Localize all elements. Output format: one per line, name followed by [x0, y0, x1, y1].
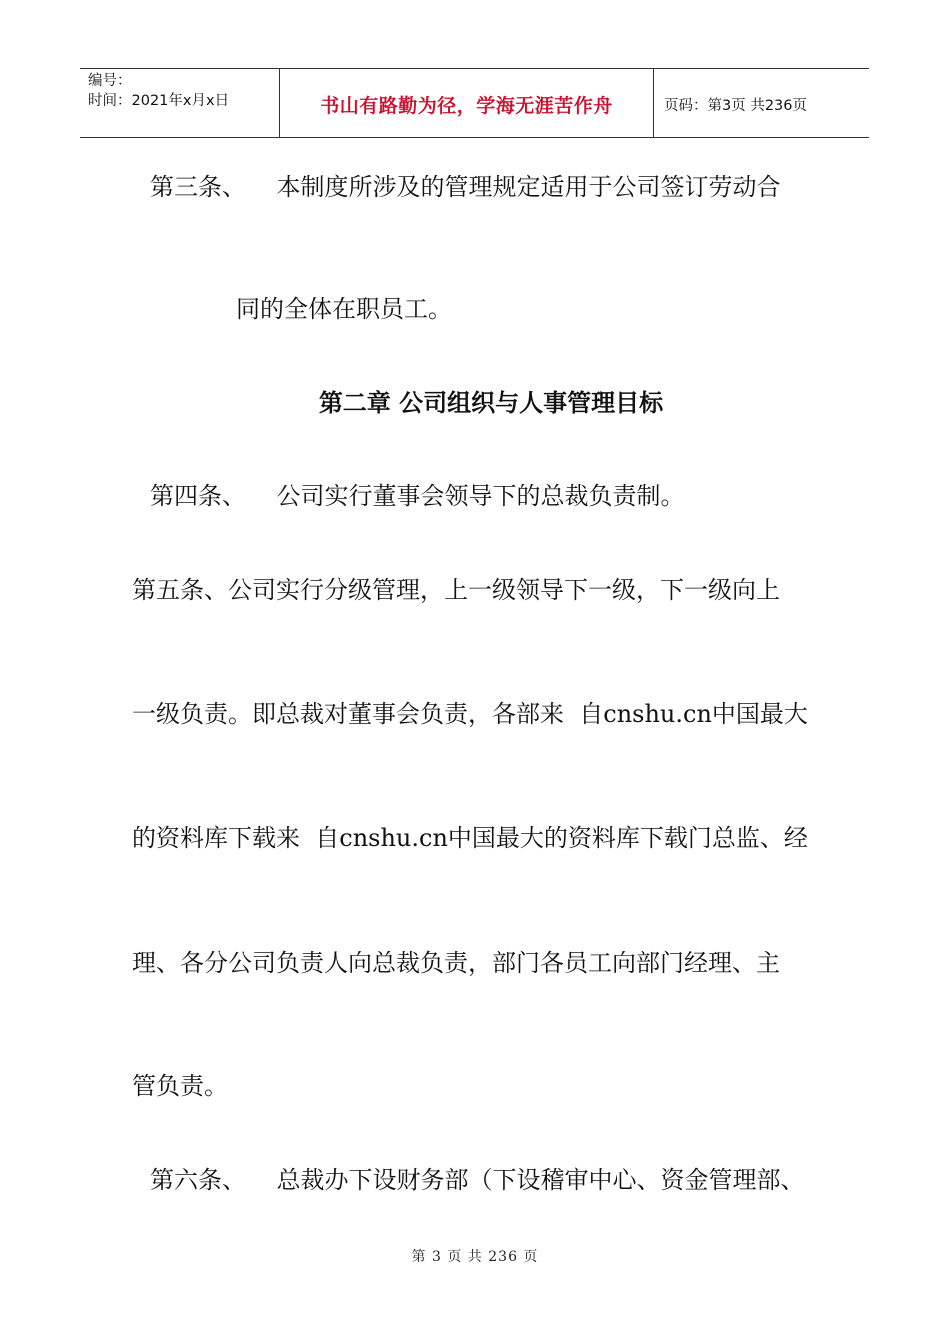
document-time-label: 时间：2021年x月x日: [88, 93, 230, 109]
document-number-label: 编号：: [88, 73, 132, 89]
header-meta: [88, 71, 229, 111]
article-5-line-5: 管负责。: [132, 1072, 228, 1100]
document-header: [80, 68, 869, 138]
article-4-line-1: 第四条、 公司实行董事会领导下的总裁负责制。: [150, 482, 685, 510]
header-divider: [653, 69, 654, 137]
article-5-line-2: 一级负责。即总裁对董事会负责，各部来 自cnshu.cn中国最大: [132, 700, 808, 728]
article-3-line-2: 同的全体在职员工。: [236, 295, 452, 323]
header-motto: 书山有路勤为径，学海无涯苦作舟: [320, 95, 613, 117]
article-5-line-1: 第五条、公司实行分级管理，上一级领导下一级，下一级向上: [132, 576, 780, 604]
article-3-line-1: 第三条、 本制度所涉及的管理规定适用于公司签订劳动合: [150, 173, 781, 201]
chapter-heading: 第二章 公司组织与人事管理目标: [318, 389, 664, 417]
article-5-line-3: 的资料库下载来 自cnshu.cn中国最大的资料库下载门总监、经: [132, 824, 808, 852]
header-page-info: 页码：第3页 共236页: [664, 98, 808, 114]
page-footer: 第 3 页 共 236 页: [411, 1249, 539, 1265]
article-6-line-1: 第六条、 总裁办下设财务部（下设稽审中心、资金管理部、: [150, 1166, 805, 1194]
article-5-line-4: 理、各分公司负责人向总裁负责，部门各员工向部门经理、主: [132, 949, 780, 977]
